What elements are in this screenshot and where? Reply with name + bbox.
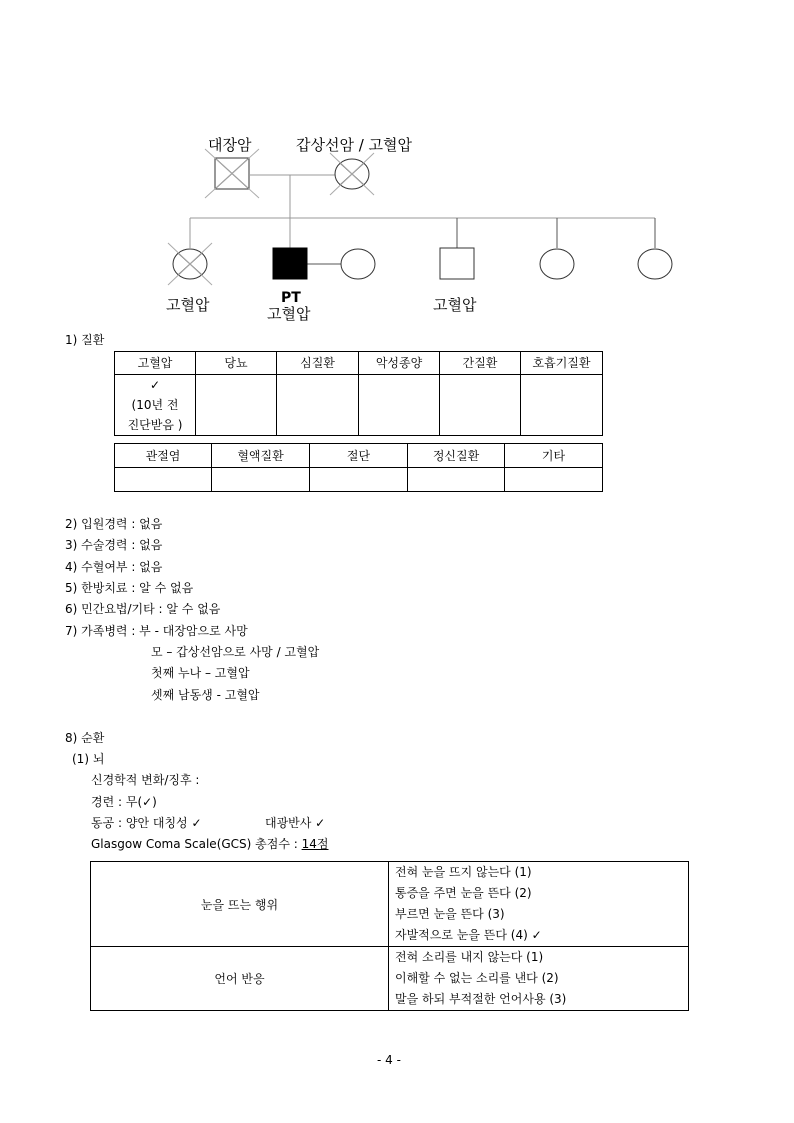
table1-value-cell (196, 375, 277, 436)
gcs-table (90, 861, 689, 1011)
hypertension-note-1: (10년 전 (131, 398, 179, 412)
patient-condition-label: 고혈압 (267, 305, 311, 323)
table1-value-cell (277, 375, 359, 436)
gcs-total-line (91, 837, 329, 851)
gcs-verbal-option: 이해할 수 없는 소리를 낸다 (2) (395, 971, 559, 985)
table1-header-cell: 간질환 (440, 352, 521, 375)
history-family-father: 7) 가족병력 : 부 - 대장암으로 사망 (65, 624, 248, 638)
gcs-verbal-options (389, 947, 689, 1011)
mother-deceased-female-symbol (330, 153, 374, 195)
light-reflex-line: 대광반사 ✓ (265, 816, 326, 830)
table2-header-cell: 절단 (310, 444, 408, 468)
section1-title: 1) 질환 (65, 333, 105, 347)
table1-value-cell (440, 375, 521, 436)
hypertension-note-2: 진단받음 ) (127, 418, 183, 432)
mother-condition-label: 갑상선암 / 고혈압 (296, 136, 413, 154)
gcs-eye-option: 통증을 주면 눈을 뜬다 (2) (395, 886, 532, 900)
table1-value-cell (359, 375, 440, 436)
gcs-verbal-option: 말을 하되 부적절한 언어사용 (3) (395, 992, 567, 1006)
gcs-eye-option: 전혀 눈을 뜨지 않는다 (1) (395, 865, 532, 879)
father-deceased-male-symbol (205, 149, 259, 198)
table1-header-cell: 고혈압 (115, 352, 196, 375)
table1-header-cell: 호흡기질환 (521, 352, 603, 375)
table1-header-cell: 당뇨 (196, 352, 277, 375)
history-transfusion: 4) 수혈여부 : 없음 (65, 560, 163, 574)
sibling3-condition-label: 고혈압 (433, 296, 477, 314)
table2-value-cell (408, 468, 505, 492)
table2-value-cell (115, 468, 212, 492)
check-icon: ✓ (149, 378, 161, 392)
pedigree-diagram (0, 0, 794, 340)
gcs-verbal-option: 전혀 소리를 내지 않는다 (1) (395, 950, 544, 964)
pupil-line: 동공 : 양안 대칭성 ✓ (91, 816, 202, 830)
table2-header-cell: 관절염 (115, 444, 212, 468)
patient-affected-male-symbol (273, 248, 307, 279)
sibling-female-symbol-3 (638, 249, 672, 279)
history-surgery: 3) 수술경력 : 없음 (65, 538, 163, 552)
table2-header-cell: 정신질환 (408, 444, 505, 468)
history-admission: 2) 입원경력 : 없음 (65, 517, 163, 531)
table1-header-cell: 심질환 (277, 352, 359, 375)
table1-value-cell (521, 375, 603, 436)
patient-label: PT (281, 290, 301, 306)
gcs-eye-option: 부르면 눈을 뜬다 (3) (395, 907, 505, 921)
history-oriental-medicine: 5) 한방치료 : 알 수 없음 (65, 581, 194, 595)
gcs-eye-options (389, 862, 689, 947)
gcs-total-score: 14점 (301, 837, 329, 851)
gcs-eye-category: 눈을 뜨는 행위 (91, 862, 389, 947)
history-family-brother: 셋째 남동생 - 고혈압 (151, 688, 260, 702)
gcs-verbal-category: 언어 반응 (91, 947, 389, 1011)
disease-table-2 (114, 443, 603, 492)
history-family-sister: 첫째 누나 – 고혈압 (151, 666, 250, 680)
table1-header-cell: 악성종양 (359, 352, 440, 375)
disease-table-1 (114, 351, 603, 436)
page-number: - 4 - (377, 1053, 401, 1067)
hypertension-value-cell (115, 375, 196, 436)
table2-value-cell (212, 468, 310, 492)
table2-value-cell (310, 468, 408, 492)
history-folk-remedy: 6) 민간요법/기타 : 알 수 없음 (65, 602, 221, 616)
section8-title: 8) 순환 (65, 731, 105, 745)
seizure-line: 경련 : 무(✓) (91, 795, 157, 809)
table2-header-cell: 혈액질환 (212, 444, 310, 468)
section8-sub-brain: (1) 뇌 (72, 752, 105, 766)
neuro-signs-line: 신경학적 변화/징후 : (91, 773, 200, 787)
sibling-male-symbol (440, 248, 474, 279)
sibling1-condition-label: 고혈압 (166, 296, 210, 314)
sibling1-female-symbol (168, 243, 212, 285)
table2-value-cell (505, 468, 603, 492)
gcs-eye-option: 자발적으로 눈을 뜬다 (4) ✓ (395, 928, 542, 942)
history-family-mother: 모 – 갑상선암으로 사망 / 고혈압 (151, 645, 320, 659)
father-condition-label: 대장암 (208, 136, 252, 154)
gcs-total-label: Glasgow Coma Scale(GCS) 총점수 : (91, 837, 302, 851)
spouse-female-symbol (341, 249, 375, 279)
table2-header-cell: 기타 (505, 444, 603, 468)
sibling-female-symbol-2 (540, 249, 574, 279)
